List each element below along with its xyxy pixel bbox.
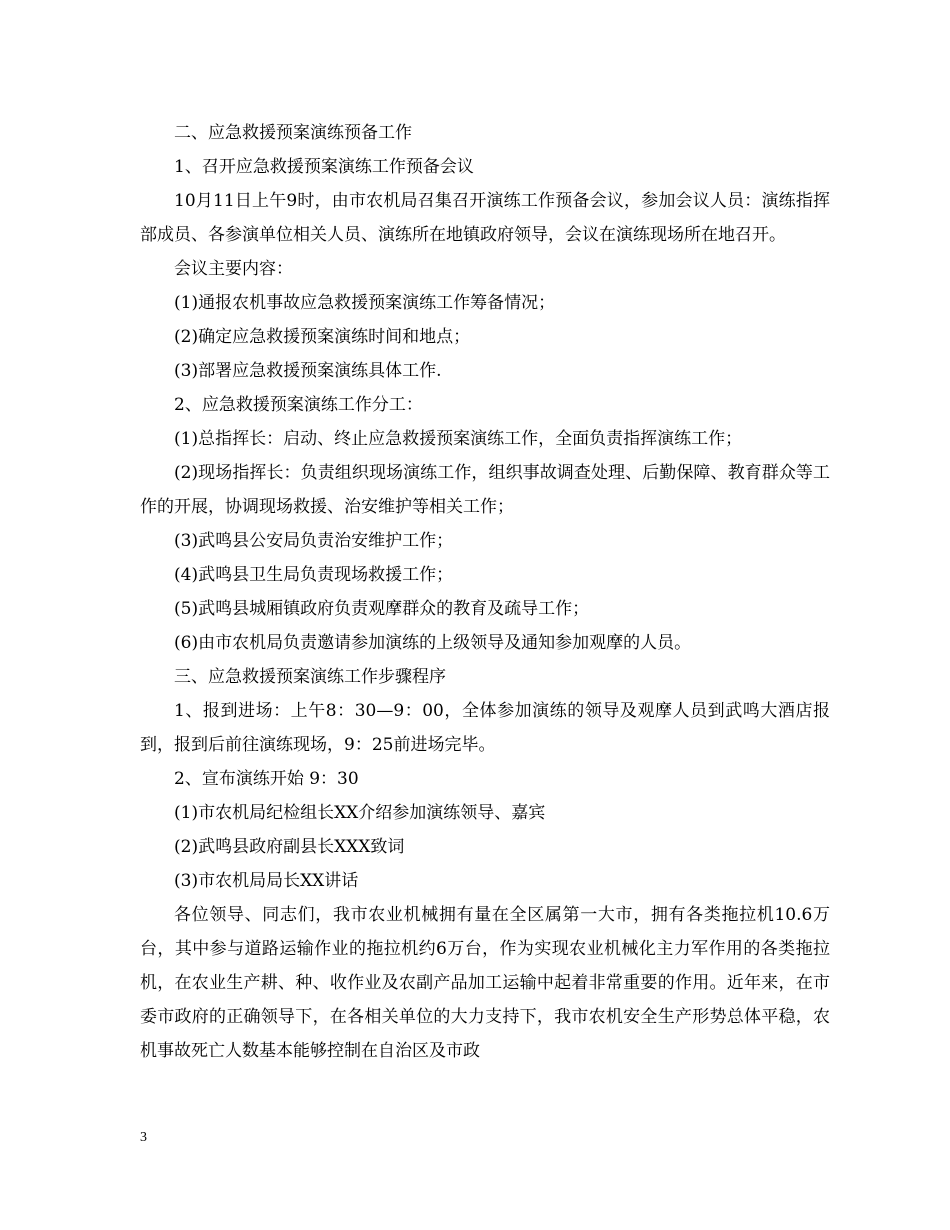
subheading-prep-meeting: 1、召开应急救援预案演练工作预备会议 [174,157,474,177]
list-item: (3)部署应急救援预案演练具体工作. [174,361,442,381]
list-item: (4)武鸣县卫生局负责现场救援工作； [174,565,454,585]
list-item: (5)武鸣县城厢镇政府负责观摩群众的教育及疏导工作； [174,599,590,619]
list-item: (6)由市农机局负责邀请参加演练的上级领导及通知参加观摩的人员。 [174,633,692,653]
subheading-division-of-labor: 2、应急救援预案演练工作分工： [174,395,423,415]
list-item: (1)通报农机事故应急救援预案演练工作筹备情况； [174,293,556,313]
list-item: (3)武鸣县公安局负责治安维护工作； [174,531,454,551]
list-item: (1)市农机局纪检组长XX介绍参加演练领导、嘉宾 [174,803,546,823]
list-item: (2)现场指挥长：负责组织现场演练工作，组织事故调查处理、后勤保障、教育群众等工作的开展，协调现场救援、治安维护等相关工作； [140,463,830,517]
document-body [140,116,830,1068]
heading-section-3: 三、应急救援预案演练工作步骤程序 [174,667,446,687]
paragraph-check-in: 1、报到进场：上午8：30—9：00，全体参加演练的领导及观摩人员到武鸣大酒店报到，报到后前往演练现场，9：25前进场完毕。 [140,701,830,755]
list-item: (1)总指挥长：启动、终止应急救援预案演练工作，全面负责指挥演练工作； [174,429,743,449]
list-item: (3)市农机局局长XX讲话 [174,871,359,891]
paragraph-speech: 各位领导、同志们，我市农业机械拥有量在全区属第一大市，拥有各类拖拉机10.6万台，其中参与道路运输作业的拖拉机约6万台，作为实现农业机械化主力军作用的各类拖拉机，在农业生产耕、种、收作业及农副产品加工运输中起着非常重要的作用。近年来，在市委市政府的正确领导下，在各相关单位的大力支持下，我市农机安全生产形势总体平稳，农机事故死亡人数基本能够控制在自治区及市政 [140,905,830,1061]
paragraph-meeting-contents-label: 会议主要内容： [174,259,293,279]
paragraph-announce-start: 2、宣布演练开始 9：30 [174,769,359,789]
paragraph-meeting-info: 10月11日上午9时，由市农机局召集召开演练工作预备会议，参加会议人员：演练指挥部成员、各参演单位相关人员、演练所在地镇政府领导，会议在演练现场所在地召开。 [140,191,830,245]
page-number: 3 [140,1130,147,1145]
heading-section-2: 二、应急救援预案演练预备工作 [174,123,412,143]
list-item: (2)确定应急救援预案演练时间和地点； [174,327,471,347]
list-item: (2)武鸣县政府副县长XXX致词 [174,837,405,857]
